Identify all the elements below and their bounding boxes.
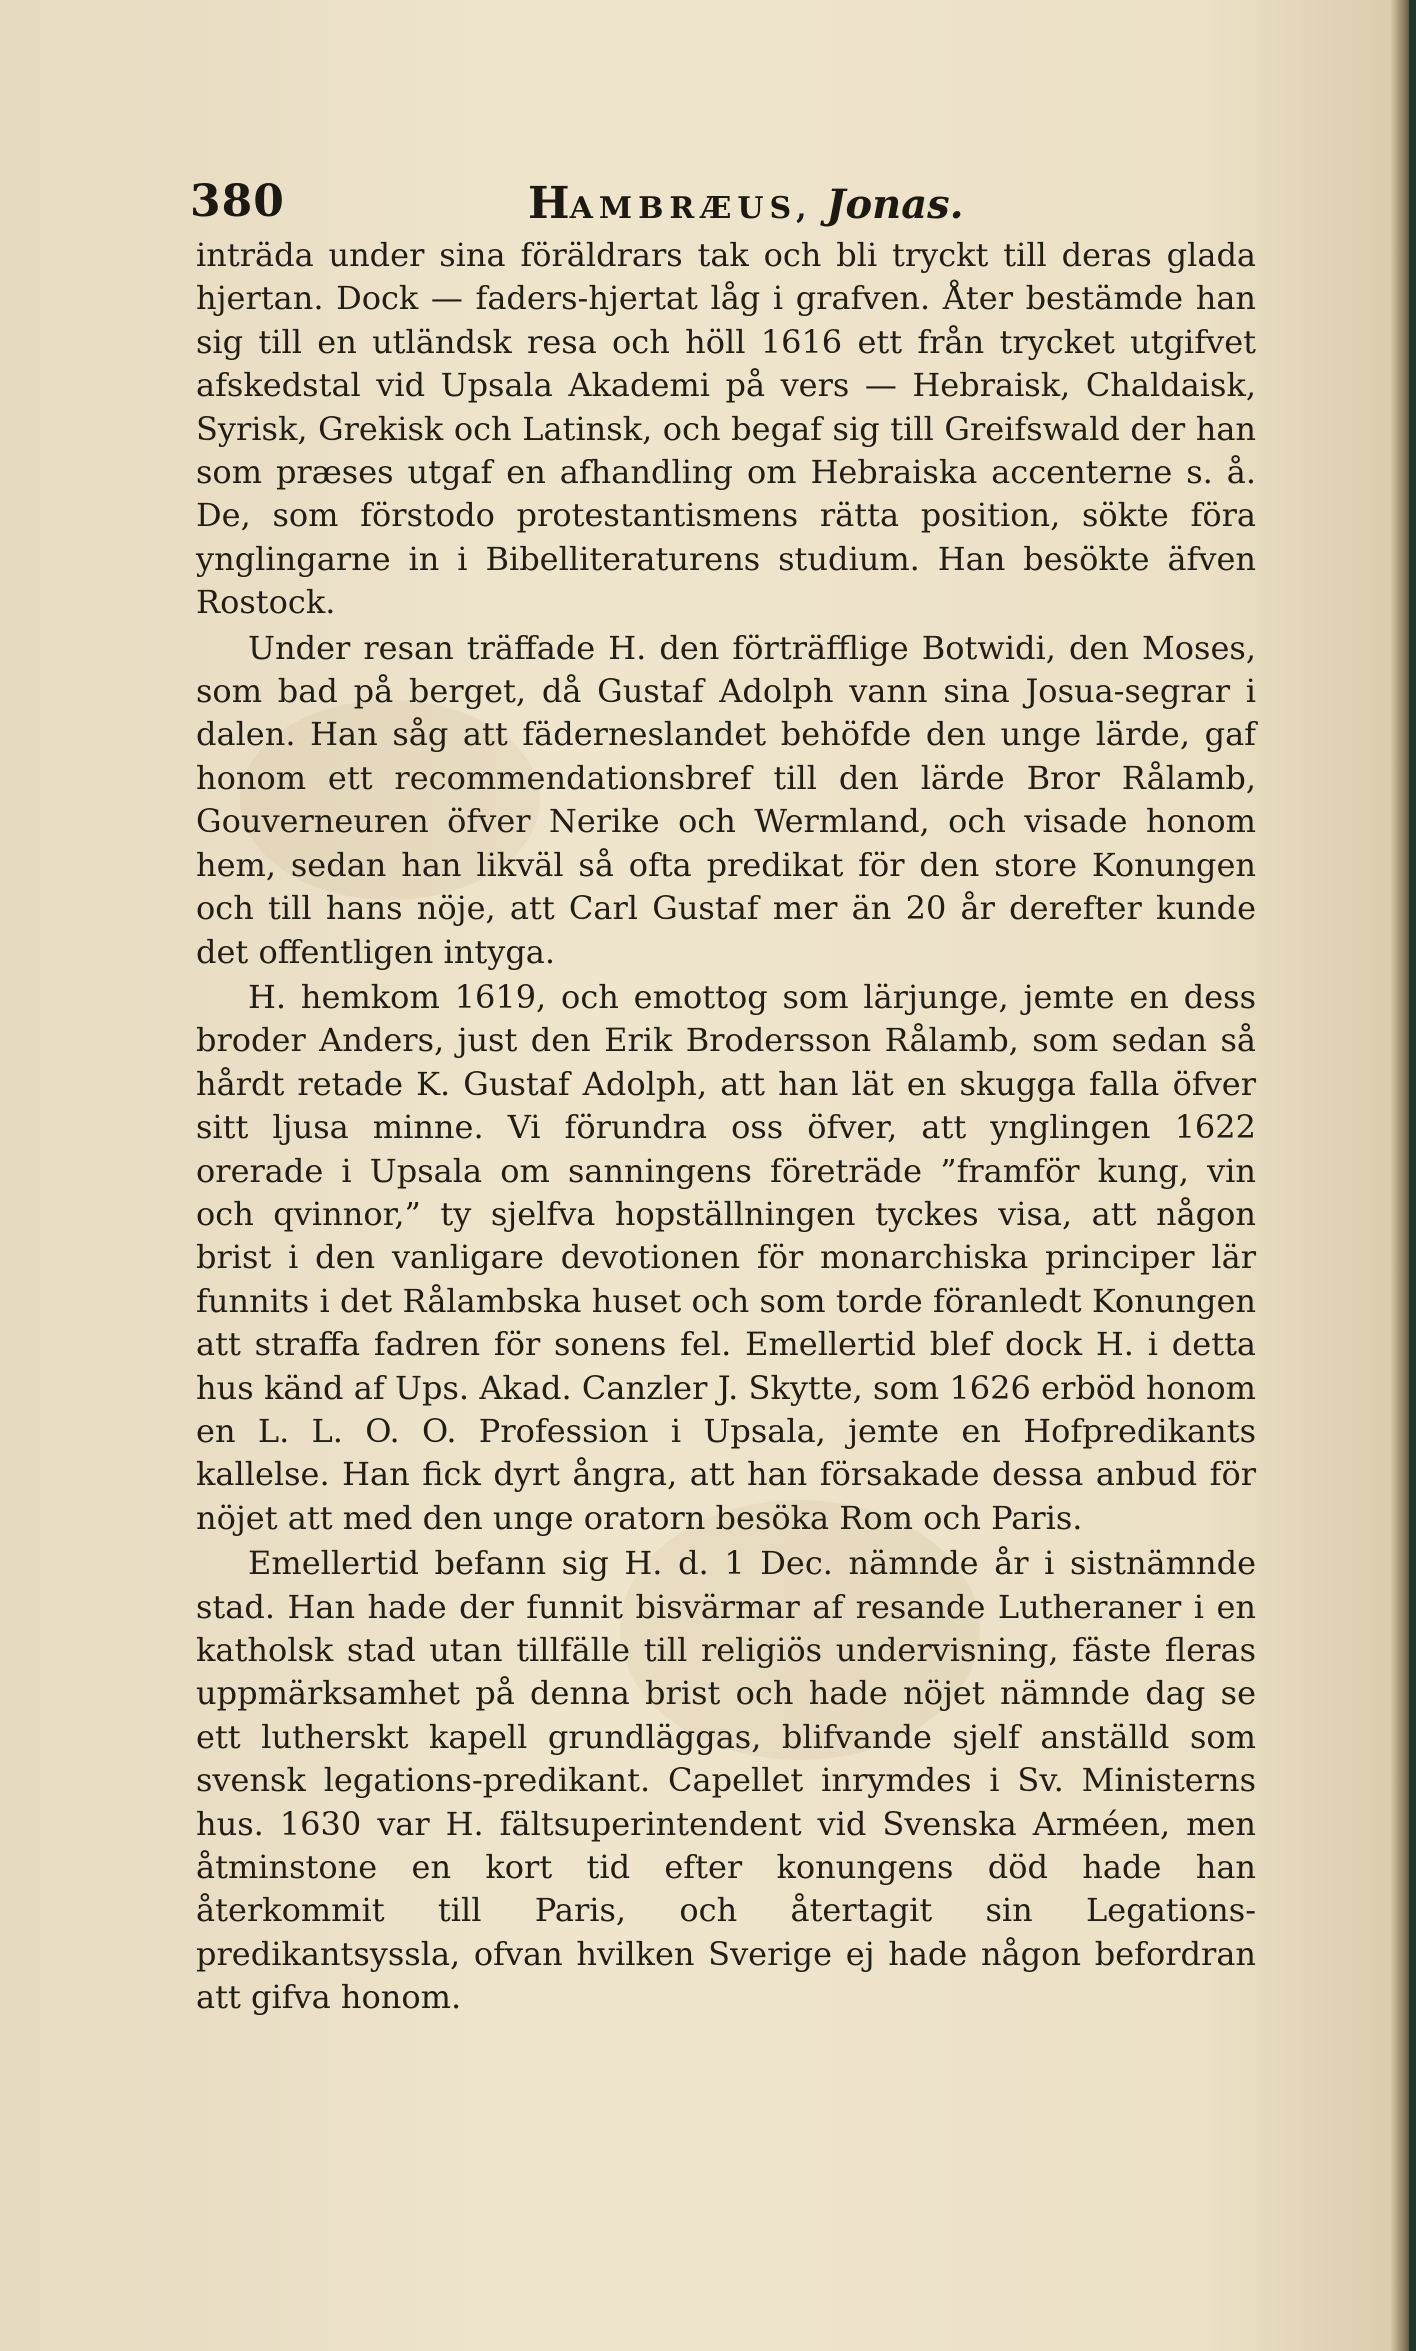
paragraph-1: inträda under sina föräldrars tak och bli tryckt till deras glada hjertan. Dock — faders-hjertat låg i grafven. Åter bestämde han sig till en utländsk resa och höll 1616 ett från trycket utgifvet afskedstal vid Upsala Akademi på vers — Hebraisk, Chaldaisk, Syrisk, Grekisk och Latinsk, och begaf sig till Greifswald der han som præses utgaf en afhandling om Hebraiska accenterne s. å. De, som förstodo protestantismens rätta position, sökte föra ynglingarne in i Bibelliteraturens studium. Han besökte äfven Rostock. <box>196 236 1256 622</box>
running-head-surname: AMBRÆUS, <box>569 191 813 226</box>
page-header <box>190 176 1250 232</box>
paragraph-4: Emellertid befann sig H. d. 1 Dec. nämnde år i sistnämnde stad. Han hade der funnit bisvärmar af resande Lutheraner i en katholsk stad utan tillfälle till religiös undervisning, fäste fleras uppmärksamhet på denna brist och hade nöjet nämnde dag se ett lutherskt kapell grundläggas, blifvande sjelf anställd som svensk legations-predikant. Capellet inrymdes i Sv. Ministerns hus. 1630 var H. fältsuperintendent vid Svenska Arméen, men åtminstone en kort tid efter konungens död hade han återkommit till Paris, och återtagit sin Legations-predikantsyssla, ofvan hvilken Sverige ej hade någon befordran att gifva honom. <box>196 1544 1256 2017</box>
running-head <box>528 178 964 229</box>
body-text <box>196 234 1256 2022</box>
running-head-given-name: Jonas. <box>826 181 964 228</box>
paragraph-2: Under resan träffade H. den förträfflige Botwidi, den Moses, som bad på berget, då Gustaf Adolph vann sina Josua-segrar i dalen. Han såg att fäderneslandet behöfde den unge lärde, gaf honom ett recommendationsbref till den lärde Bror Rålamb, Gouverneuren öfver Nerike och Wermland, och visade honom hem, sedan han likväl så ofta predikat för den store Konungen och till hans nöje, att Carl Gustaf mer än 20 år derefter kunde det offentligen intyga. <box>196 628 1256 971</box>
binding-edge <box>1409 0 1416 2351</box>
paragraph-3: H. hemkom 1619, och emottog som lärjunge, jemte en dess broder Anders, just den Erik Brodersson Rålamb, som sedan så hårdt retade K. Gustaf Adolph, att han lät en skugga falla öfver sitt ljusa minne. Vi förundra oss öfver, att ynglingen 1622 orerade i Upsala om sanningens företräde ”framför kung, vin och qvinnor,” ty sjelfva hopställningen tyckes visa, att någon brist i den vanligare devotionen för monarchiska principer lär funnits i det Rålambska huset och som torde föranledt Konungen att straffa fadren för sonens fel. Emellertid blef dock H. i detta hus känd af Ups. Akad. Canzler J. Skytte, som 1626 erböd honom en L. L. O. O. Profession i Upsala, jemte en Hofpredikants kallelse. Han fick dyrt ångra, att han försakade dessa anbud för nöjet att med den unge oratorn besöka Rom och Paris. <box>196 977 1256 1537</box>
page-number: 380 <box>190 176 285 227</box>
running-head-initial: H <box>528 178 570 229</box>
